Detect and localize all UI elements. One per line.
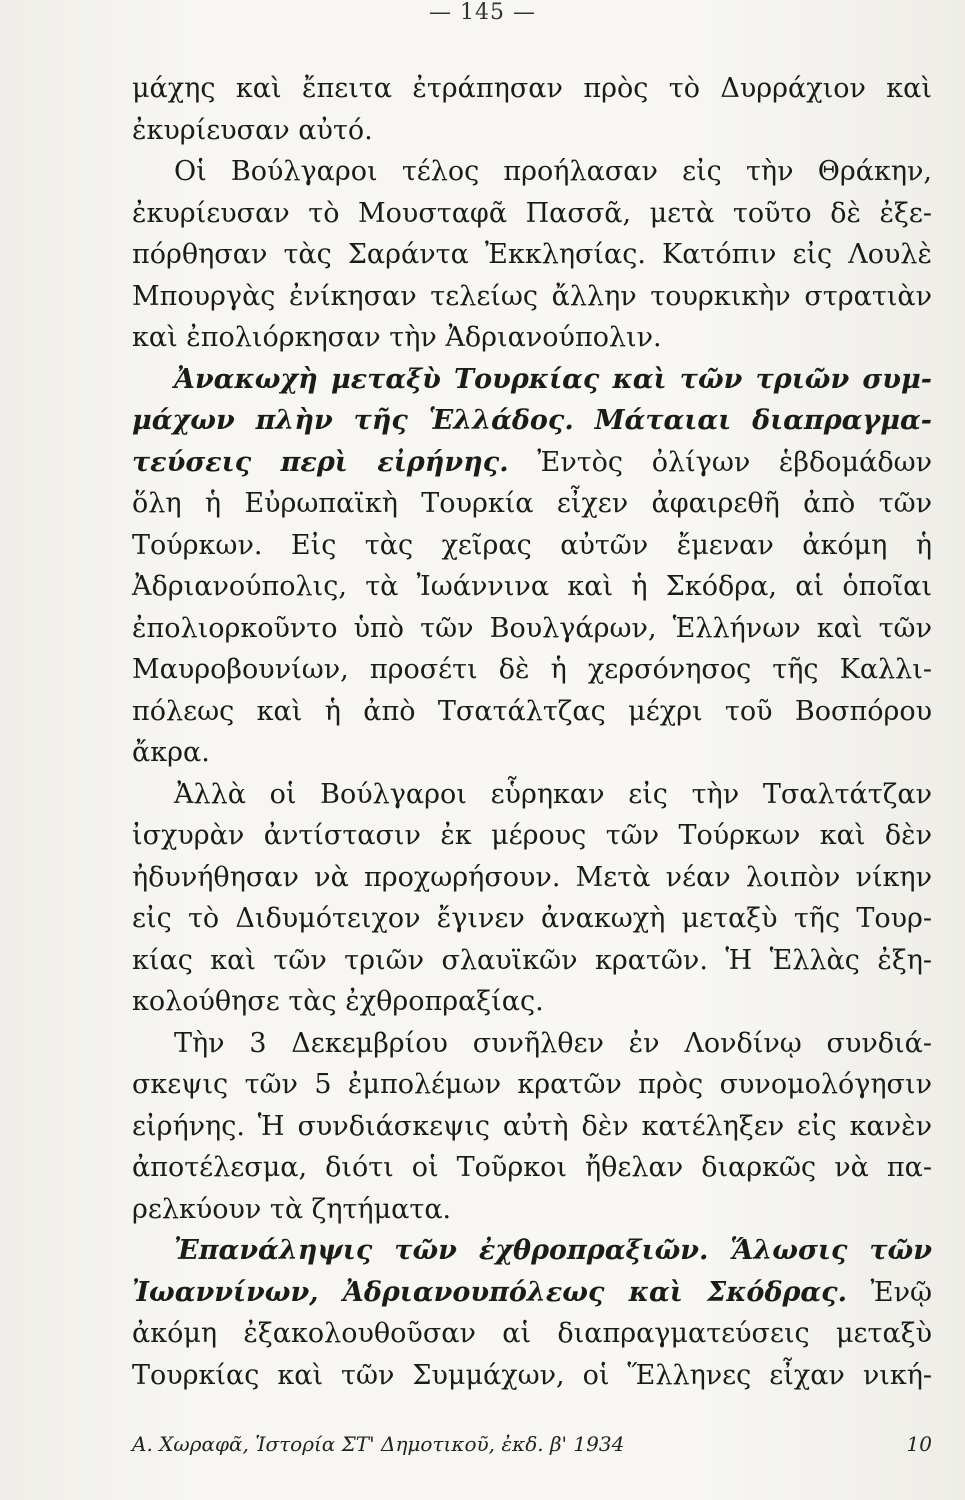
text-line: ἀκόμη ἐξακολουθοῦσαν αἱ διαπραγματεύσεις μεταξὺ <box>132 1318 932 1349</box>
text-line: ἄκρα. <box>132 737 210 768</box>
section-heading-line: μάχων πλὴν τῆς Ἑλλάδος. Μάταιαι διαπραγμα- <box>132 405 932 436</box>
text-line: εἰς τὸ Διδυμότειχον ἔγινεν ἀνακωχὴ μεταξὺ τῆς Τουρ- <box>132 903 932 934</box>
text-line: Τούρκων. Εἰς τὰς χεῖρας αὐτῶν ἔμεναν ἀκόμη ἡ <box>132 529 932 561</box>
text-line: πόρθησαν τὰς Σαράντα Ἐκκλησίας. Κατόπιν εἰς Λουλὲ <box>132 239 932 270</box>
section-heading-line: Ἀνακωχὴ μεταξὺ Τουρκίας καὶ τῶν τριῶν συμ- <box>174 363 932 395</box>
text-line: ἐκυρίευσαν αὐτό. <box>132 114 373 146</box>
text-line: ρελκύουν τὰ ζητήματα. <box>132 1193 452 1225</box>
page-footer <box>132 1432 932 1456</box>
section-heading-line: Ἐπανάληψις τῶν ἐχθροπραξιῶν. Ἅλωσις τῶν <box>174 1235 932 1266</box>
text-line: σκεψις τῶν 5 ἐμπολέμων κρατῶν πρὸς συνομολόγησιν <box>132 1069 932 1100</box>
text-line: Οἱ Βούλγαροι τέλος προήλασαν εἰς τὴν Θράκην, <box>174 156 932 187</box>
footer-signature-number: 10 <box>906 1432 932 1456</box>
text-line: Μπουργὰς ἐνίκησαν τελείως ἄλλην τουρκικὴν στρατιὰν <box>132 280 932 312</box>
section-heading-text: Ἰωαννίνων, Ἀδριανουπόλεως καὶ Σκόδρας. <box>132 1276 848 1308</box>
text-line: καὶ ἐπολιόρκησαν τὴν Ἀδριανούπολιν. <box>132 322 662 353</box>
text-line <box>132 1272 932 1314</box>
text-line: πόλεως καὶ ἡ ἀπὸ Τσατάλτζας μέχρι τοῦ Βοσπόρου <box>132 695 932 727</box>
text-line: ὅλη ἡ Εὐρωπαϊκὴ Τουρκία εἶχεν ἀφαιρεθῆ ἀπὸ τῶν <box>132 488 932 519</box>
paragraph-text: Ἐνῷ <box>847 1276 932 1308</box>
text-line: ἠδυνήθησαν νὰ προχωρήσουν. Μετὰ νέαν λοιπὸν νίκην <box>132 861 932 893</box>
paragraph-text: Ἐντὸς ὀλίγων ἑβδομάδων <box>508 446 933 478</box>
text-line: κίας καὶ τῶν τριῶν σλαυϊκῶν κρατῶν. Ἡ Ἑλλὰς ἐξη- <box>132 944 932 976</box>
text-line <box>132 442 932 484</box>
text-line: ἀποτέλεσμα, διότι οἱ Τοῦρκοι ἤθελαν διαρκῶς νὰ πα- <box>132 1152 932 1183</box>
text-line: κολούθησε τὰς ἐχθροπραξίας. <box>132 986 544 1017</box>
text-line: Μαυροβουνίων, προσέτι δὲ ἡ χερσόνησος τῆς Καλλι- <box>132 654 932 685</box>
text-line: ἐκυρίευσαν τὸ Μουσταφᾶ Πασσᾶ, μετὰ τοῦτο δὲ ἐξε- <box>132 197 932 229</box>
text-line: ἰσχυρὰν ἀντίστασιν ἐκ μέρους τῶν Τούρκων καὶ δὲν <box>132 820 932 851</box>
text-line: Τουρκίας καὶ τῶν Συμμάχων, οἱ Ἕλληνες εἶχαν νική- <box>132 1359 932 1391</box>
text-line: μάχης καὶ ἔπειτα ἐτράπησαν πρὸς τὸ Δυρράχιον καὶ <box>132 73 932 104</box>
page-number: — 145 — <box>429 0 536 25</box>
text-line: Τὴν 3 Δεκεμβρίου συνῆλθεν ἐν Λονδίνῳ συνδιά- <box>174 1027 932 1059</box>
text-line: εἰρήνης. Ἡ συνδιάσκεψις αὐτὴ δὲν κατέληξεν εἰς κανὲν <box>132 1110 932 1142</box>
footer-citation: Α. Χωραφᾶ, Ἱστορία ΣΤ' Δημοτικοῦ, ἐκδ. β' 1934 <box>132 1432 625 1456</box>
text-line: Ἀλλὰ οἱ Βούλγαροι εὗρηκαν εἰς τὴν Τσαλτάτζαν <box>174 778 932 810</box>
text-line: Ἀδριανούπολις, τὰ Ἰωάννινα καὶ ἡ Σκόδρα, αἱ ὁποῖαι <box>132 571 932 602</box>
body-text <box>132 68 932 1396</box>
section-heading-text: τεύσεις περὶ εἰρήνης. <box>132 446 509 478</box>
text-line: ἐπολιορκοῦντο ὑπὸ τῶν Βουλγάρων, Ἑλλήνων καὶ τῶν <box>132 612 932 644</box>
